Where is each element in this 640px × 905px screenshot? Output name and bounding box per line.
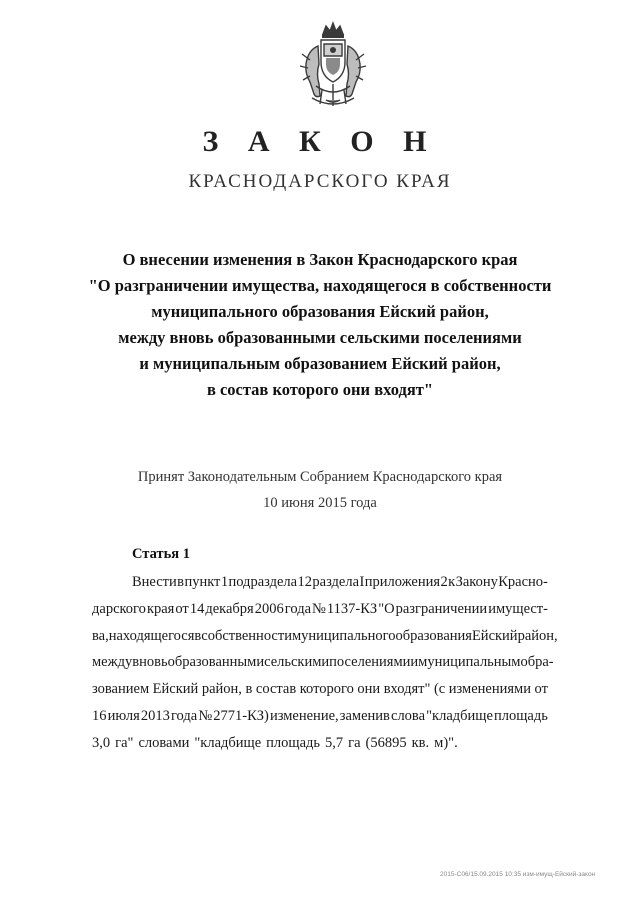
article-word: м)". <box>434 734 458 751</box>
article-word: между <box>92 654 133 671</box>
article-word: края <box>146 600 175 617</box>
article-word: изменение, <box>269 707 339 724</box>
article-word: Внести <box>132 574 177 590</box>
article-word: обра- <box>520 654 554 671</box>
article-word: июля <box>107 707 140 724</box>
adoption-note <box>0 464 640 516</box>
article-word: район, <box>201 681 242 698</box>
article-word: га" <box>115 734 134 751</box>
article-word: I <box>359 574 365 590</box>
article-word: вновь <box>132 654 168 671</box>
article-line <box>92 730 548 757</box>
article-word: разграничении <box>395 600 488 617</box>
article-word: слова <box>391 707 426 724</box>
article-word: приложения <box>364 574 441 590</box>
coat-of-arms-icon <box>296 20 370 108</box>
article-word: сельскими <box>264 654 330 671</box>
article-word: № <box>198 707 213 724</box>
article-word: 2013 <box>140 707 170 724</box>
article-word: 16 <box>92 707 107 724</box>
article-word: и <box>410 654 419 671</box>
article-word: 5,7 <box>325 734 344 751</box>
article-word: "кладбище <box>426 707 493 724</box>
article-word: 2 <box>440 574 448 590</box>
article-body <box>92 569 558 757</box>
article-word: от <box>534 681 548 698</box>
article-line <box>92 703 548 730</box>
article-word: "О <box>378 600 395 617</box>
article-word: район, <box>517 627 558 644</box>
article-line <box>92 569 548 596</box>
adoption-body: Принят Законодательным Собранием Краснодарского края <box>137 469 503 485</box>
law-title-line: "О разграничении имущества, находящегося в собственности <box>88 276 552 295</box>
article-line <box>92 623 558 650</box>
article-word: состав <box>255 681 297 698</box>
article-word: га <box>348 734 361 751</box>
article-word: собственности <box>201 627 292 644</box>
article-word: к <box>448 574 456 590</box>
article-word: (с <box>433 681 446 698</box>
article-word: дарского <box>92 600 146 617</box>
article-word: находящегося <box>108 627 195 644</box>
article-word: 1 <box>220 574 229 590</box>
article-word: 2771-КЗ) <box>213 707 269 724</box>
article-word: в <box>177 574 185 590</box>
article-word: года <box>170 707 198 724</box>
article-line <box>92 596 548 623</box>
article-word: зованием <box>92 681 150 698</box>
article-word: подраздела <box>228 574 298 590</box>
article-word: в <box>194 627 202 644</box>
article-word: в <box>245 681 253 698</box>
article-word: муниципального <box>291 627 396 644</box>
article-word: муниципальным <box>418 654 521 671</box>
adoption-date: 10 июня 2015 года <box>263 495 377 511</box>
article-word: 1137-КЗ <box>326 600 378 617</box>
article-word: декабря <box>205 600 254 617</box>
law-title-line: между вновь образованными сельскими поселениями <box>118 328 522 347</box>
article-word: поселениями <box>329 654 411 671</box>
article-heading: Статья 1 <box>132 546 190 562</box>
article-word: Ейский <box>471 627 518 644</box>
article-word: (56895 <box>365 734 407 751</box>
law-title-line: О внесении изменения в Закон Краснодарского края <box>122 250 518 269</box>
article-word: они <box>357 681 381 698</box>
article-word: от <box>175 600 189 617</box>
article-word: Ейский <box>152 681 199 698</box>
article-word: которого <box>299 681 354 698</box>
article-word: площадь <box>494 707 548 724</box>
article-word: 2006 <box>254 600 284 617</box>
article-word: "кладбище <box>194 734 262 751</box>
article-word: изменениями <box>448 681 531 698</box>
article-word: Красно- <box>498 574 548 590</box>
article-word: словами <box>138 734 190 751</box>
article-word: 14 <box>189 600 205 617</box>
article-word: площадь <box>266 734 320 751</box>
article-word: года <box>284 600 312 617</box>
article-word: заменив <box>339 707 390 724</box>
article-word: Закону <box>455 574 498 590</box>
law-heading: З А К О Н <box>202 125 438 158</box>
article-line <box>92 649 554 676</box>
article-word: образованными <box>167 654 265 671</box>
article-word: 3,0 <box>92 734 111 751</box>
article-word: кв. <box>411 734 430 751</box>
law-title <box>60 247 580 403</box>
article-word: № <box>312 600 326 617</box>
article-word: входят" <box>383 681 431 698</box>
article-line <box>92 676 548 703</box>
law-title-line: и муниципальным образованием Ейский район, <box>139 354 501 373</box>
law-title-line: в состав которого они входят" <box>206 380 434 399</box>
article-word: пункт <box>184 574 221 590</box>
article-word: ва, <box>92 627 109 644</box>
article-word: 12 <box>297 574 312 590</box>
law-title-line: муниципального образования Ейский район, <box>151 302 489 321</box>
article-word: раздела <box>312 574 360 590</box>
article-word: образования <box>395 627 472 644</box>
law-region-heading: КРАСНОДАРСКОГО КРАЯ <box>188 171 452 192</box>
article-word: имущест- <box>488 600 548 617</box>
document-code: 2015-С06/15.09.2015 10:35 изм-имущ-Ейский-закон <box>440 871 596 878</box>
